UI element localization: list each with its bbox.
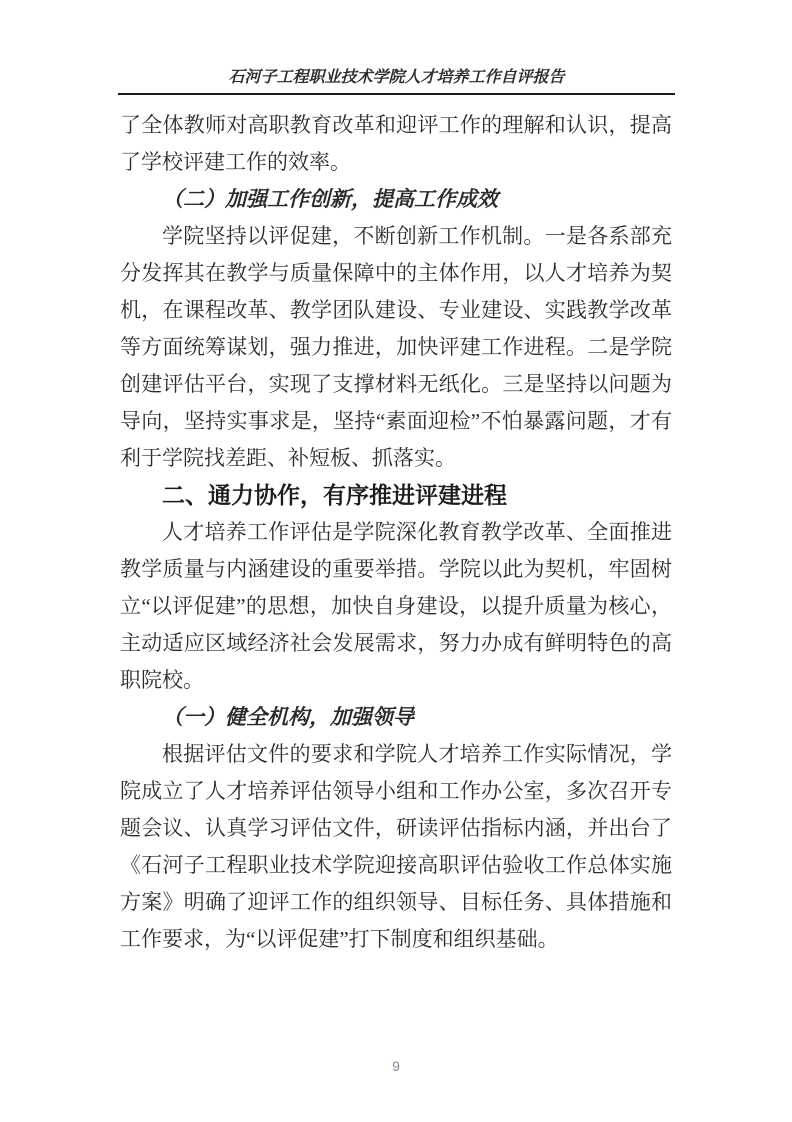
heading-chapter-2: 二、通力协作，有序推进评建进程 (162, 482, 507, 508)
paragraph-work-innovation: 学院坚持以评促建，不断创新工作机制。一是各系部充分发挥其在教学与质量保障中的主体作用，以人才培养为契机，在课程改革、教学团队建设、专业建设、实践教学改革等方面统筹谋划，强力推进，加快评建工作进程。二是学院创建评估平台，实现了支撑材料无纸化。三是坚持以问题为导向，坚持实事求是，坚持“素面迎检”不怕暴露问题，才有利于学院找差距、补短板、抓落实。 (120, 224, 672, 470)
paragraph-continuation: 了全体教师对高职教育改革和迎评工作的理解和认识，提高了学校评建工作的效率。 (120, 113, 672, 174)
page-header (118, 64, 675, 95)
paragraph-evaluation-significance: 人才培养工作评估是学院深化教育教学改革、全面推进教学质量与内涵建设的重要举措。学院以此为契机，牢固树立“以评促建”的思想，加快自身建设，以提升质量为核心，主动适应区域经济社会发展需求，努力办成有鲜明特色的高职院校。 (120, 520, 672, 692)
paragraph-organization: 根据评估文件的要求和学院人才培养工作实际情况，学院成立了人才培养评估领导小组和工作办公室，多次召开专题会议、认真学习评估文件，研读评估指标内涵，并出台了《石河子工程职业技术学院迎接高职评估验收工作总体实施方案》明确了迎评工作的组织领导、目标任务、具体措施和工作要求，为“以评促建”打下制度和组织基础。 (120, 742, 672, 951)
page-footer (0, 1058, 792, 1076)
page-number: 9 (392, 1058, 400, 1074)
heading-section-1: （一）健全机构，加强领导 (162, 705, 414, 729)
header-title: 石河子工程职业技术学院人才培养工作自评报告 (228, 69, 565, 86)
document-body (120, 107, 672, 958)
heading-section-2-2: （二）加强工作创新，提高工作成效 (162, 187, 498, 211)
